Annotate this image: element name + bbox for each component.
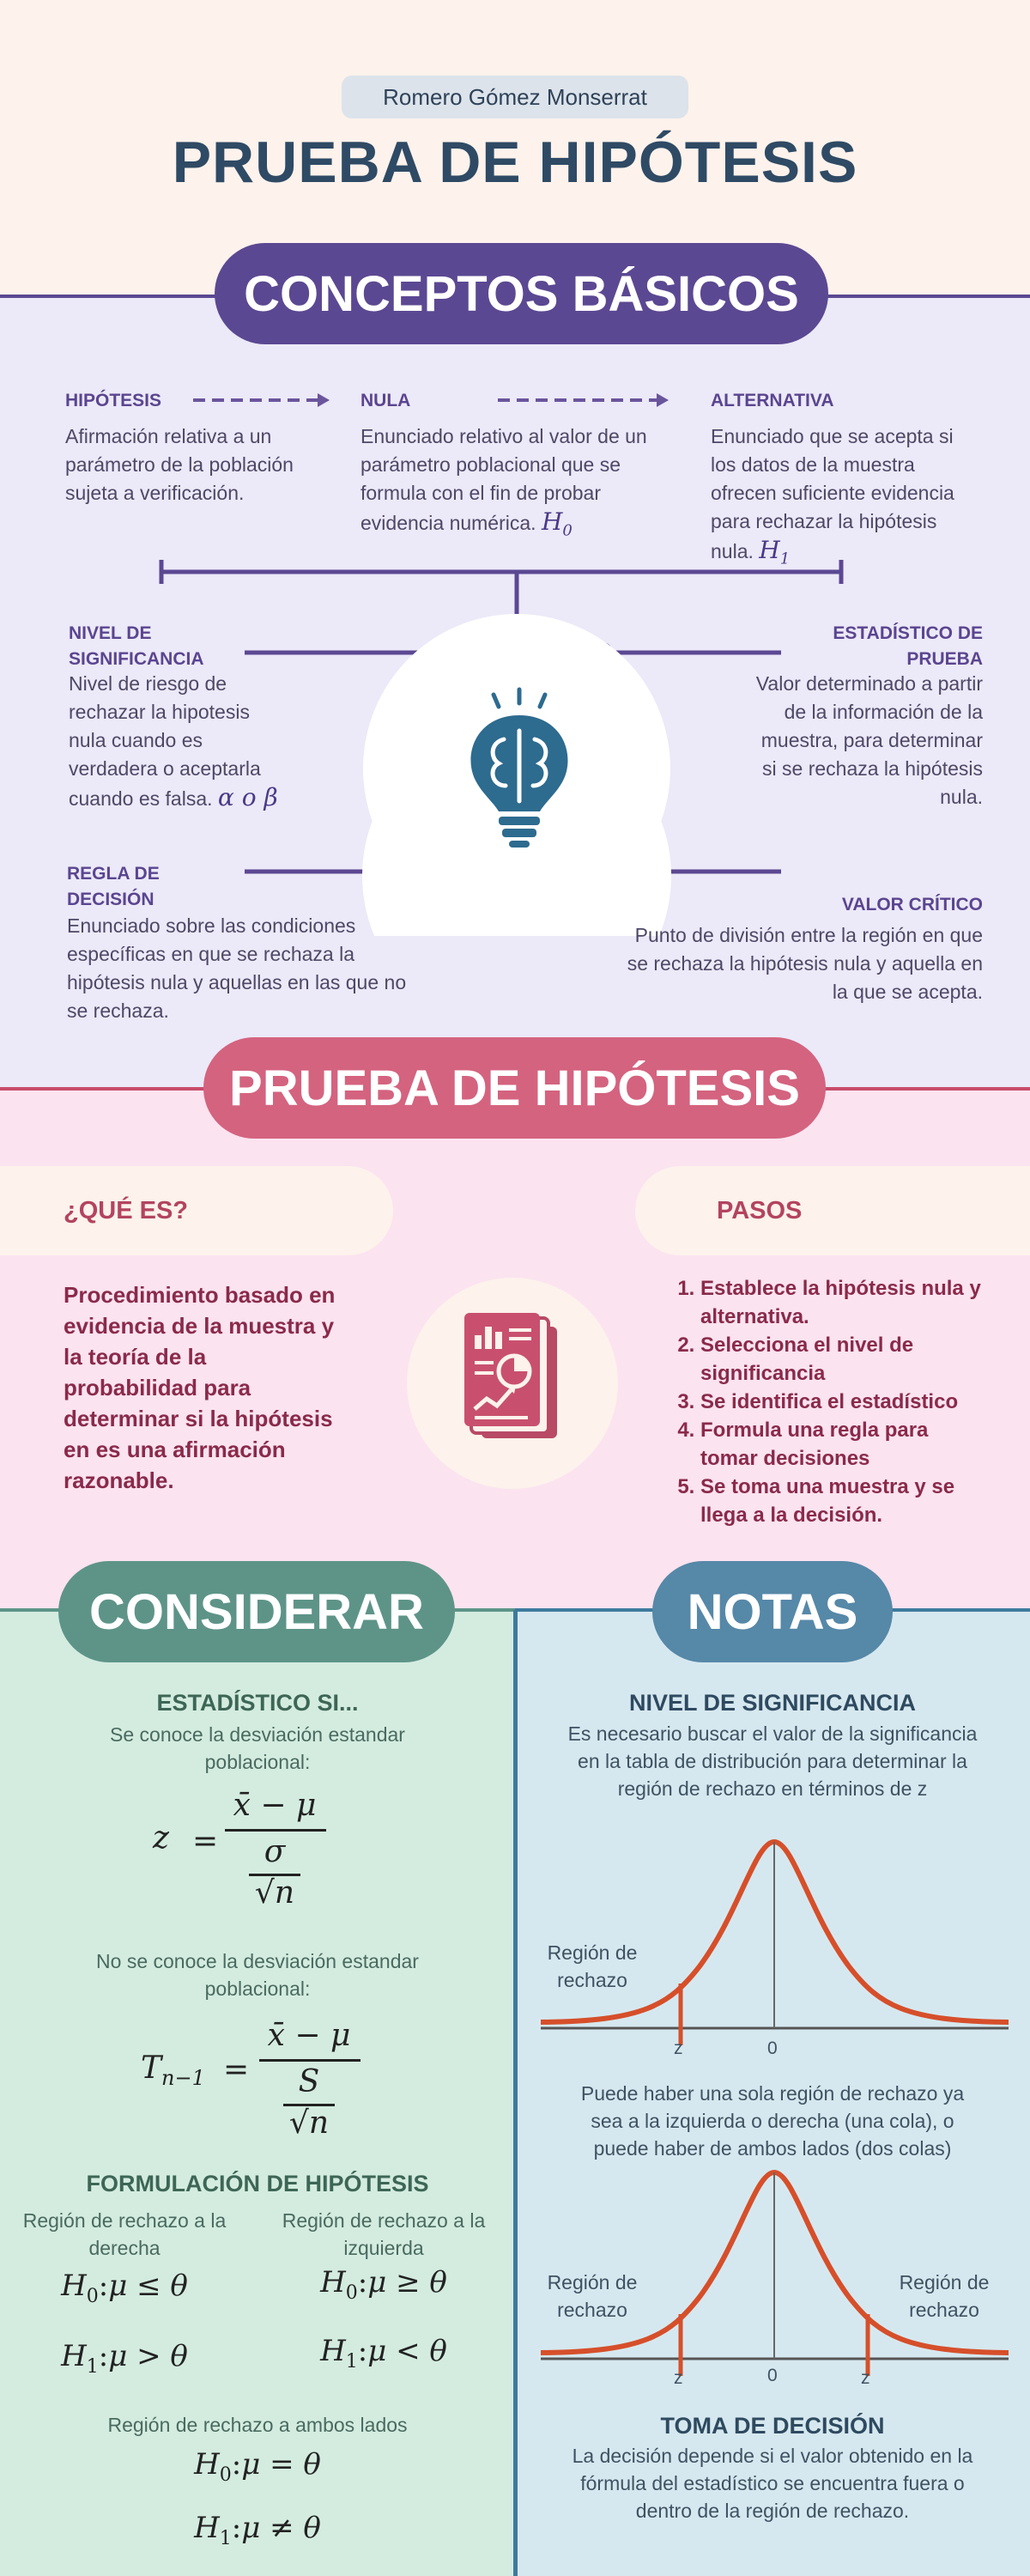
ambos-h1: $H_1:\mu \ne \theta$ xyxy=(194,2511,321,2549)
derecha-h0: $H_0:\mu \le \theta$ xyxy=(61,2269,188,2307)
alternativa-text: Enunciado que se acepta si los datos de la muestra ofrecen suficiente evidencia para rechazar la hipótesis nula. $H_1$ xyxy=(711,425,954,568)
report-icon xyxy=(459,1309,571,1447)
region-rechazo-label: Región de rechazo xyxy=(547,1941,638,1991)
concepts-banner: CONCEPTOS BÁSICOS xyxy=(215,243,828,344)
paso-item: 1. Establece la hipótesis nula y alternativa. xyxy=(700,1274,984,1331)
derecha-label: Región de rechazo a la derecha xyxy=(22,2209,227,2259)
considerar-banner: CONSIDERAR xyxy=(58,1561,455,1662)
nivel-title: NIVEL DE SIGNIFICANCIA xyxy=(69,623,204,669)
z-formula: z = x̄ − μ σ √n xyxy=(129,1786,386,1923)
hipotesis-title: HIPÓTESIS xyxy=(65,391,162,410)
toma-decision-text: La decisión depende si el valor obtenido en la fórmula del estadístico se encuentra fuera o dentro de la región de rechazo. xyxy=(572,2445,973,2522)
nula-text: Enunciado relativo al valor de un parámetro poblacional que se formula con el fin de probar evidencia numérica. $H_0$ xyxy=(360,425,647,540)
brain-bulb-icon xyxy=(459,683,579,854)
hipotesis-text: Afirmación relativa a un parámetro de la población sujeta a verificación. xyxy=(65,425,294,504)
colas-text: Puede haber una sola región de rechazo ya sea a la izquierda o derecha (una cola), o puede haber de ambos lados (dos colas) xyxy=(580,2082,965,2160)
page-title: PRUEBA DE HIPÓTESIS xyxy=(172,130,858,195)
pasos-tab xyxy=(635,1166,1030,1255)
notas-banner: NOTAS xyxy=(652,1561,893,1662)
formulacion-title: FORMULACIÓN DE HIPÓTESIS xyxy=(86,2171,429,2196)
nivel-significancia-title: NIVEL DE SIGNIFICANCIA xyxy=(628,1690,917,1716)
critico-title: VALOR CRÍTICO xyxy=(841,895,983,914)
que-es-tab xyxy=(0,1166,393,1255)
nula-symbol: $H_0$ xyxy=(541,507,573,540)
izquierda-h1: $H_1:\mu < \theta$ xyxy=(320,2334,447,2372)
derecha-h1: $H_1:\mu > \theta$ xyxy=(61,2339,188,2378)
pasos-title: PASOS xyxy=(717,1197,803,1224)
z-left-label: z xyxy=(674,2368,683,2388)
pasos-list xyxy=(675,1274,984,1529)
zero-label-2: 0 xyxy=(767,2366,778,2385)
que-es-text: Procedimiento basado en evidencia de la muestra y la teoría de la probabilidad para determinar si la hipótesis en es una afirmación razonable. xyxy=(64,1282,336,1493)
region-rechazo-left-label: Región de rechazo xyxy=(547,2271,638,2321)
alternativa-symbol: $H_1$ xyxy=(759,536,791,568)
paso-item: 5. Se toma una muestra y se llega a la decisión. xyxy=(700,1473,984,1529)
t-formula: $T_{n-1}$ = x̄ − μ S √n xyxy=(129,2009,403,2155)
z-label: z xyxy=(674,2038,683,2058)
ambos-h0: $H_0:\mu = \theta$ xyxy=(194,2447,321,2486)
nivel-significancia-text: Es necesario buscar el valor de la significancia en la tabla de distribución para determinar la región de rechazo en términos de z xyxy=(567,1722,978,1800)
paso-item: 2. Selecciona el nivel de significancia xyxy=(700,1331,984,1388)
toma-decision-title: TOMA DE DECISIÓN xyxy=(660,2413,885,2439)
regla-text: Enunciado sobre las condiciones específicas en que se rechaza la hipótesis nula y aquellas en las que no se rechaza. xyxy=(67,914,407,1022)
regla-title: REGLA DE DECISIÓN xyxy=(67,864,160,909)
estadistico-text: Valor determinado a partir de la información de la muestra, para determinar si se rechaza la hipótesis nula. xyxy=(755,672,983,808)
unknown-text: No se conoce la desviación estandar poblacional: xyxy=(96,1950,419,2000)
izquierda-label: Región de rechazo a la izquierda xyxy=(282,2209,486,2259)
izquierda-h0: $H_0:\mu \ge \theta$ xyxy=(320,2265,447,2304)
nivel-text: Nivel de riesgo de rechazar la hipotesis nula cuando es verdadera o aceptarla cuando es falsa. α o β xyxy=(69,672,278,811)
nivel-math: α o β xyxy=(217,783,278,811)
author-badge: Romero Gómez Monserrat xyxy=(342,76,688,118)
estadistico-si-title: ESTADÍSTICO SI... xyxy=(156,1690,359,1716)
ambos-label: Región de rechazo a ambos lados xyxy=(107,2414,408,2436)
known-text: Se conoce la desviación estandar poblacional: xyxy=(110,1723,405,1773)
nula-title: NULA xyxy=(360,391,411,410)
region-rechazo-right-label: Región de rechazo xyxy=(899,2271,990,2321)
estadistico-title: ESTADÍSTICO DE PRUEBA xyxy=(833,623,983,669)
zero-label: 0 xyxy=(767,2038,778,2058)
critico-text: Punto de división entre la región en que se rechaza la hipótesis nula y aquella en la que se acepta. xyxy=(627,924,983,1003)
alternativa-title: ALTERNATIVA xyxy=(711,391,834,410)
paso-item: 3. Se identifica el estadístico xyxy=(700,1388,984,1416)
z-right-label: z xyxy=(861,2368,870,2388)
paso-item: 4. Formula una regla para tomar decisiones xyxy=(700,1416,984,1473)
que-es-title: ¿QUÉ ES? xyxy=(64,1197,189,1224)
prueba-banner: PRUEBA DE HIPÓTESIS xyxy=(203,1037,826,1139)
